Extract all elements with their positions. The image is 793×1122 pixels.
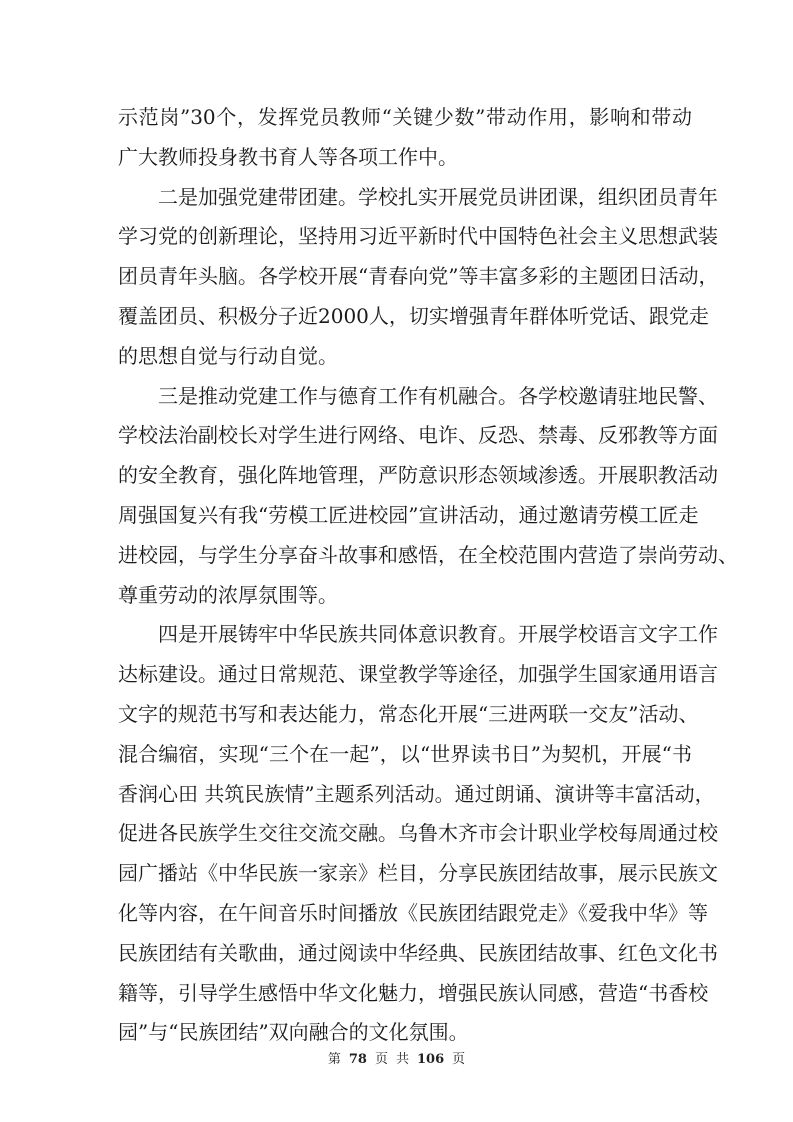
paragraph-continuation <box>118 98 692 178</box>
text-line: 的安全教育，强化阵地管理，严防意识形态领域渗透。开展职教活动 <box>118 463 718 488</box>
text-line: 园”与“民族团结”双向融合的文化氛围。 <box>118 1020 469 1045</box>
current-page-number: 78 <box>348 1052 367 1067</box>
footer-page-word: 页 <box>374 1052 388 1067</box>
footer-total-word: 共 <box>395 1052 409 1067</box>
text-line: 促进各民族学生交往交流交融。乌鲁木齐市会计职业学校每周通过校 <box>118 821 718 846</box>
page-footer <box>0 1048 793 1067</box>
footer-suffix: 页 <box>452 1052 466 1067</box>
text-line: 园广播站《中华民族一家亲》栏目，分享民族团结故事，展示民族文 <box>118 861 718 886</box>
text-line: 学习党的创新理论，坚持用习近平新时代中国特色社会主义思想武装 <box>118 224 718 249</box>
text-line: 香润心田 共筑民族情”主题系列活动。通过朗诵、演讲等丰富活动， <box>118 781 715 806</box>
text-line: 四是开展铸牢中华民族共同体意识教育。开展学校语言文字工作 <box>158 622 718 647</box>
text-line: 二是加强党建带团建。学校扎实开展党员讲团课，组织团员青年 <box>158 184 718 209</box>
paragraph-moral-education <box>118 377 738 616</box>
text-line: 覆盖团员、积极分子近2000人，切实增强青年群体听党话、跟党走 <box>118 303 709 328</box>
total-page-number: 106 <box>416 1052 445 1067</box>
text-line: 的思想自觉与行动自觉。 <box>118 343 338 368</box>
text-line: 进校园，与学生分享奋斗故事和感悟，在全校范围内营造了崇尚劳动、 <box>118 542 738 567</box>
document-body <box>118 98 738 1053</box>
text-line: 尊重劳动的浓厚氛围等。 <box>118 582 338 607</box>
text-line: 文字的规范书写和表达能力，常态化开展“三进两联一交友”活动、 <box>118 701 699 726</box>
text-line: 化等内容，在午间音乐时间播放《民族团结跟党走》《爱我中华》等 <box>118 900 708 925</box>
text-line: 达标建设。通过日常规范、课堂教学等途径，加强学生国家通用语言 <box>118 662 718 687</box>
text-line: 学校法治副校长对学生进行网络、电诈、反恐、禁毒、反邪教等方面 <box>118 423 718 448</box>
text-line: 籍等，引导学生感悟中华文化魅力，增强民族认同感，营造“书香校 <box>118 980 709 1005</box>
text-line: 广大教师投身教书育人等各项工作中。 <box>118 144 458 169</box>
text-line: 混合编宿，实现“三个在一起”，以“世界读书日”为契机，开展“书 <box>118 741 692 766</box>
text-line: 民族团结有关歌曲，通过阅读中华经典、民族团结故事、红色文化书 <box>118 940 718 965</box>
text-line: 团员青年头脑。各学校开展“青春向党”等丰富多彩的主题团日活动， <box>118 264 719 289</box>
paragraph-league-building <box>118 178 719 377</box>
text-line: 周强国复兴有我“劳模工匠进校园”宣讲活动，通过邀请劳模工匠走 <box>118 502 699 527</box>
text-line: 示范岗”30个，发挥党员教师“关键少数”带动作用，影响和带动 <box>118 105 692 129</box>
footer-prefix: 第 <box>327 1052 341 1067</box>
paragraph-national-unity <box>118 615 718 1053</box>
text-line: 三是推动党建工作与德育工作有机融合。各学校邀请驻地民警、 <box>158 383 718 408</box>
